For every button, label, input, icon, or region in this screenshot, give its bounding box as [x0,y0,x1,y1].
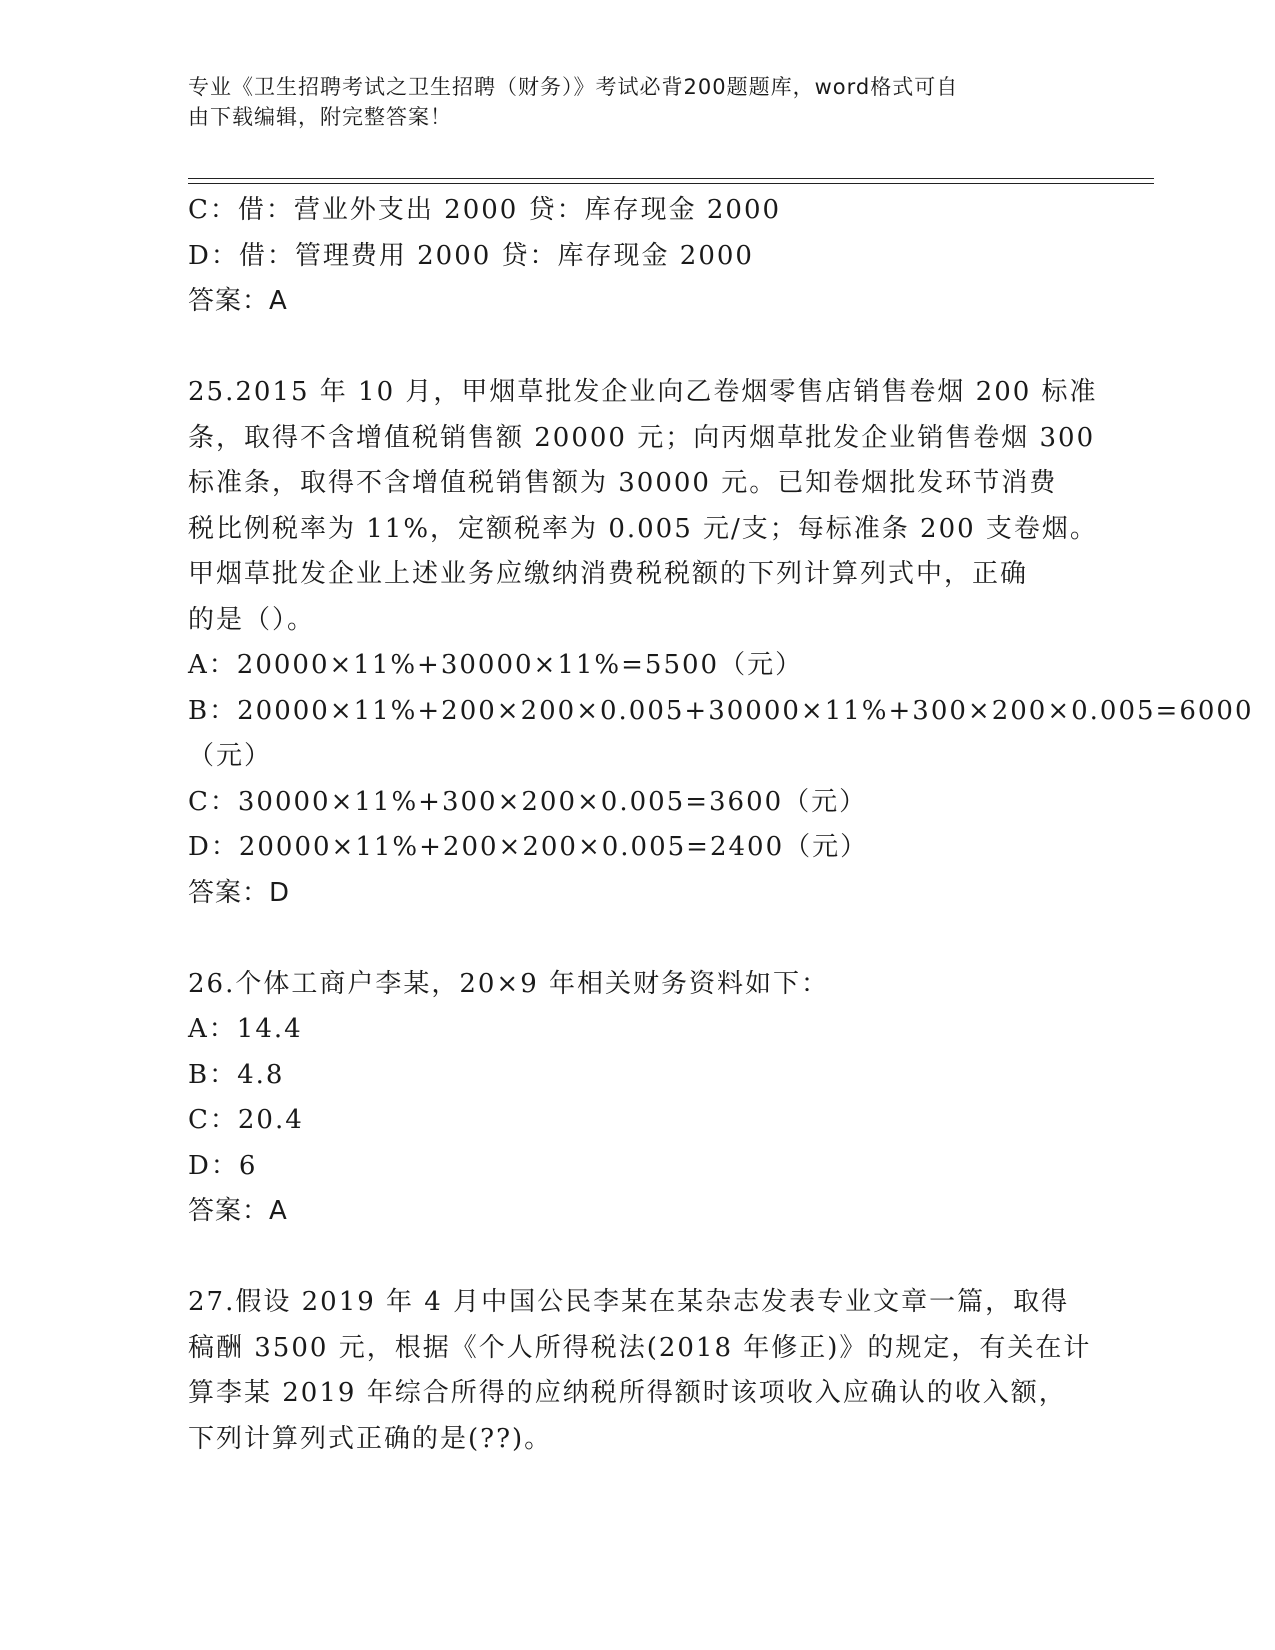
option-c: C：30000×11%+300×200×0.005=3600（元） [188,786,868,817]
answer-label: 答案：A [188,286,288,316]
question-stem-line: 条，取得不含增值税销售额 20000 元；向丙烟草批发企业销售卷烟 300 [188,422,1096,453]
option-b: B：20000×11%+200×200×0.005+30000×11%+300×200×0.005=6000 [188,695,1254,726]
question-stem-line: 甲烟草批发企业上述业务应缴纳消费税税额的下列计算列式中，正确 [188,559,1029,589]
option-b: B：4.8 [188,1059,285,1090]
question-stem-line: 算李某 2019 年综合所得的应纳税所得额时该项收入应确认的收入额， [188,1378,1067,1408]
question-stem-line: 25.2015 年 10 月，甲烟草批发企业向乙卷烟零售店销售卷烟 200 标准 [188,377,1098,407]
option-b-continued: （元） [188,741,273,771]
spacer [188,325,1088,371]
header-divider [188,178,1154,184]
spacer [188,1235,1088,1281]
answer-label: 答案：A [188,1196,288,1226]
option-a: A：14.4 [188,1014,303,1044]
question-stem-line: 标准条，取得不含增值税销售额为 30000 元。已知卷烟批发环节消费 [188,468,1058,498]
question-stem-line: 27.假设 2019 年 4 月中国公民李某在某杂志发表专业文章一篇，取得 [188,1287,1070,1317]
question-stem-line: 税比例税率为 11%，定额税率为 0.005 元/支；每标准条 200 支卷烟。 [188,513,1098,544]
question-stem-line: 稿酬 3500 元，根据《个人所得税法(2018 年修正)》的规定，有关在计 [188,1332,1092,1363]
option-c: C：借：营业外支出 2000 贷：库存现金 2000 [188,195,782,225]
option-d: D：6 [188,1150,258,1181]
header-line-1: 专业《卫生招聘考试之卫生招聘（财务）》考试必背200题题库，word格式可自 [188,75,959,99]
option-d: D：借：管理费用 2000 贷：库存现金 2000 [188,240,754,271]
answer-label: 答案：D [188,877,291,908]
spacer [188,916,1088,962]
question-26 [188,962,1088,1235]
question-stem-line: 26.个体工商户李某，20×9 年相关财务资料如下： [188,968,830,999]
question-25 [188,370,1254,916]
question-24-continued [188,188,1088,325]
document-body [188,188,1254,1462]
option-d: D：20000×11%+200×200×0.005=2400（元） [188,832,869,862]
question-stem-line: 下列计算列式正确的是(??)。 [188,1423,553,1454]
option-c: C：20.4 [188,1105,304,1135]
question-27 [188,1280,1092,1462]
option-a: A：20000×11%+30000×11%=5500（元） [188,650,804,680]
document-header [188,72,1088,132]
question-stem-line: 的是（）。 [188,604,316,635]
header-line-2: 由下载编辑，附完整答案！ [188,105,452,129]
